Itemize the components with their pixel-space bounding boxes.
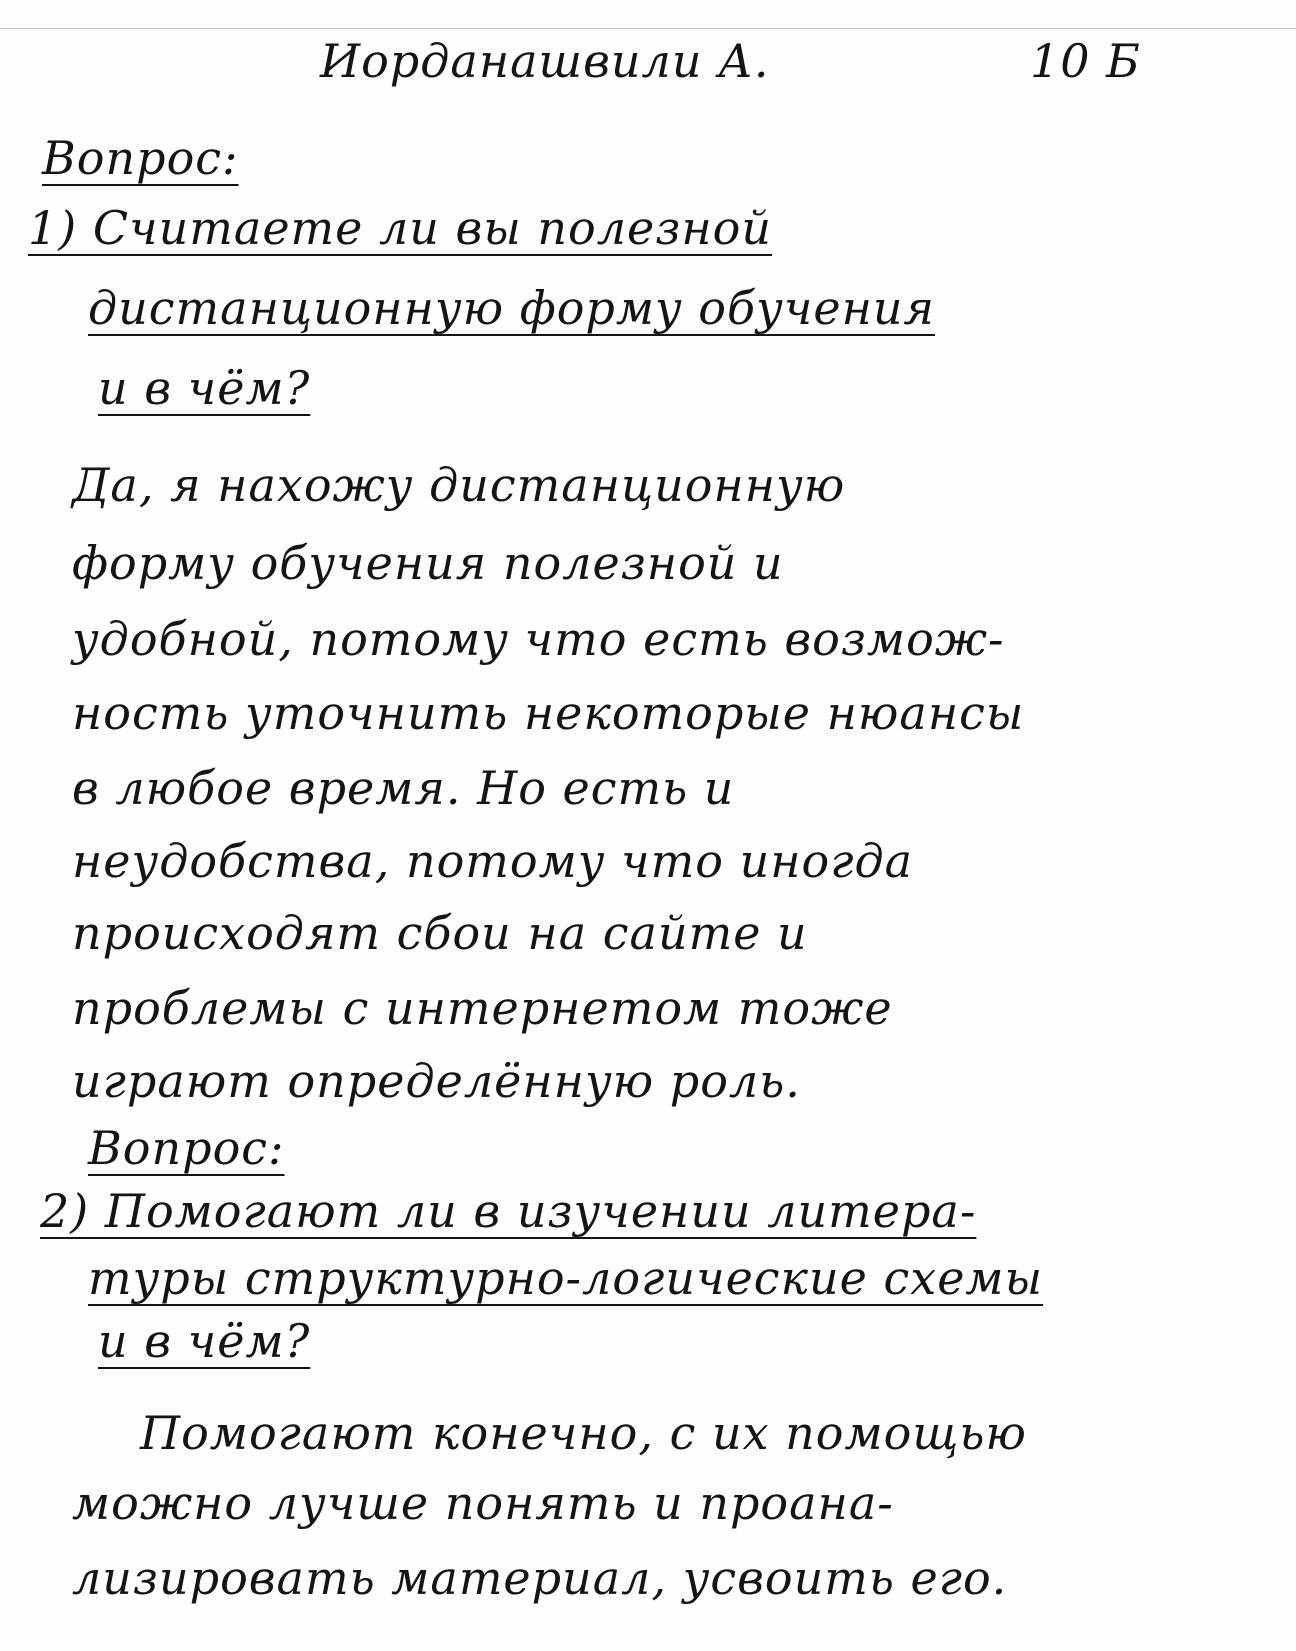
class-label: 10 Б bbox=[1030, 34, 1141, 88]
answer-2-line: лизировать материал, усвоить его. bbox=[72, 1551, 1008, 1605]
answer-1-line: играют определённую роль. bbox=[72, 1054, 801, 1108]
answer-1-line: происходят сбои на сайте и bbox=[72, 906, 808, 960]
answer-1-line: в любое время. Но есть и bbox=[72, 761, 735, 815]
question-2-line: 2) Помогают ли в изучении литера- bbox=[40, 1184, 977, 1238]
page-top-edge bbox=[0, 28, 1296, 29]
author-name: Иорданашвили А. bbox=[320, 34, 770, 88]
question-1-line: дистанционную форму обучения bbox=[88, 281, 935, 335]
question-1-line: 1) Считаете ли вы полезной bbox=[28, 201, 772, 255]
answer-1-line: Да, я нахожу дистанционную bbox=[72, 458, 846, 512]
answer-1-line: проблемы с интернетом тоже bbox=[72, 981, 893, 1035]
question-2-line: и в чём? bbox=[98, 1314, 311, 1368]
answer-1-line: форму обучения полезной и bbox=[72, 536, 784, 590]
answer-2-line: Помогают конечно, с их помощью bbox=[140, 1406, 1027, 1460]
question-1-heading: Вопрос: bbox=[42, 131, 239, 185]
answer-1-line: неудобства, потому что иногда bbox=[72, 834, 914, 888]
answer-1-line: ность уточнить некоторые нюансы bbox=[72, 686, 1025, 740]
question-2-line: туры структурно-логические схемы bbox=[88, 1251, 1044, 1305]
question-1-line: и в чём? bbox=[98, 361, 311, 415]
question-2-heading: Вопрос: bbox=[88, 1121, 285, 1175]
answer-2-line: можно лучше понять и проана- bbox=[72, 1476, 894, 1530]
answer-1-line: удобной, потому что есть возмож- bbox=[72, 612, 1005, 666]
